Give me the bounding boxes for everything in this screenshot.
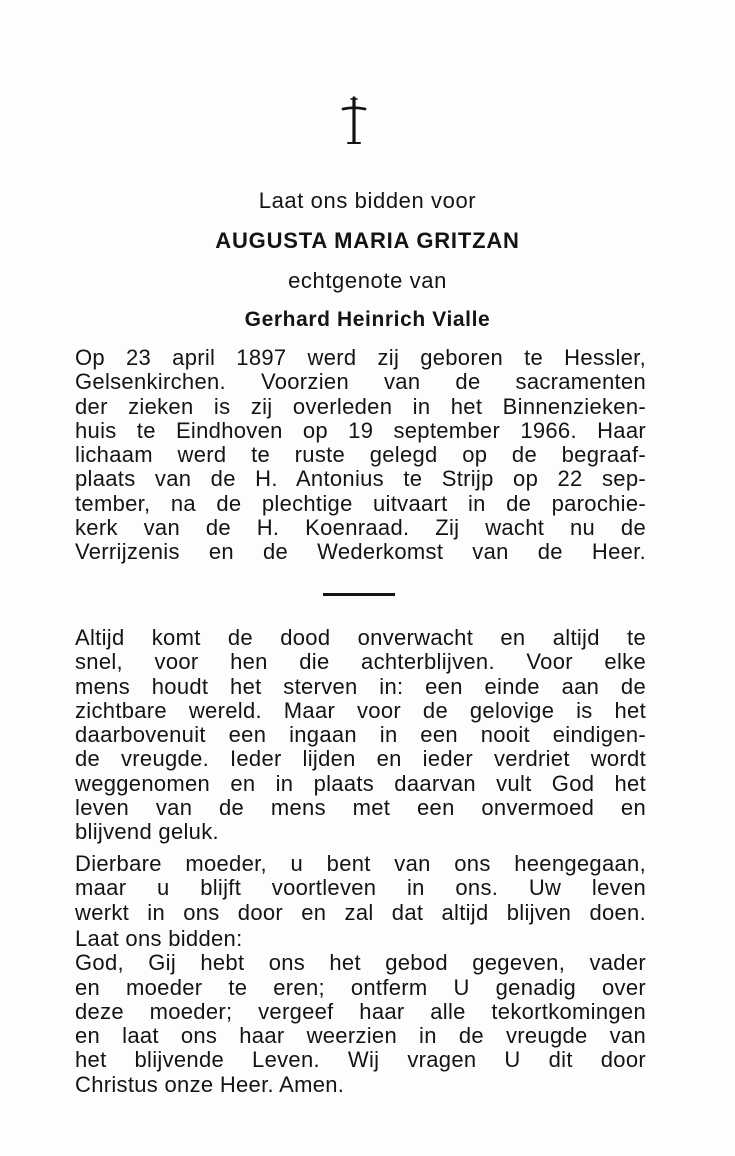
spouse-name: Gerhard Heinrich Vialle <box>244 308 491 331</box>
farewell-line: Dierbare moeder, u bent van ons heengegaan, <box>75 851 646 876</box>
relation-text: echtgenote van <box>288 268 447 293</box>
farewell-paragraph <box>75 852 646 925</box>
meditation-line: snel, voor hen die achterblijven. Voor elke <box>75 649 646 675</box>
meditation-line: blijvend geluk. <box>75 819 219 845</box>
prayer-paragraph <box>75 927 646 1097</box>
section-divider <box>323 593 395 596</box>
prayer-line: Christus onze Heer. Amen. <box>75 1071 345 1097</box>
biography-line: Verrijzenis en de Wederkomst van de Heer. <box>75 539 646 565</box>
biography-line: Op 23 april 1897 werd zij geboren te Hessler, <box>75 345 646 370</box>
biography-line: plaats van de H. Antonius te Strijp op 22 sep- <box>75 466 646 492</box>
biography-paragraph <box>75 346 646 565</box>
cross-icon <box>339 96 369 146</box>
meditation-line: weggenomen en in plaats daarvan vult God het <box>75 770 646 796</box>
meditation-line: daarbovenuit een ingaan in een nooit eindigen- <box>75 722 646 748</box>
biography-line: kerk van de H. Koenraad. Zij wacht nu de <box>75 515 646 541</box>
prayer-line: en laat ons haar weerzien in de vreugde van <box>75 1023 646 1049</box>
intro-text: Laat ons bidden voor <box>258 188 477 213</box>
biography-line: lichaam werd te ruste gelegd op de begraaf- <box>75 442 646 468</box>
meditation-paragraph <box>75 626 646 845</box>
prayer-line: deze moeder; vergeef haar alle tekortkomingen <box>75 998 646 1024</box>
meditation-line: zichtbare wereld. Maar voor de gelovige is het <box>75 697 646 723</box>
prayer-line: en moeder te eren; ontferm U genadig over <box>75 974 646 1000</box>
meditation-line: de vreugde. Ieder lijden en ieder verdriet wordt <box>75 746 646 772</box>
farewell-line: werkt in ons door en zal dat altijd blijven doen. <box>75 899 646 925</box>
deceased-name: AUGUSTA MARIA GRITZAN <box>215 228 520 253</box>
biography-line: Gelsenkirchen. Voorzien van de sacramenten <box>75 369 646 395</box>
meditation-line: Altijd komt de dood onverwacht en altijd te <box>75 625 646 650</box>
prayer-line: God, Gij hebt ons het gebod gegeven, vader <box>75 950 646 976</box>
biography-line: tember, na de plechtige uitvaart in de parochie- <box>75 490 646 516</box>
meditation-line: leven van de mens met een onvermoed en <box>75 795 646 821</box>
biography-line: huis te Eindhoven op 19 september 1966. Haar <box>75 417 646 443</box>
meditation-line: mens houdt het sterven in: een einde aan de <box>75 673 646 699</box>
biography-line: der zieken is zij overleden in het Binnenzieken- <box>75 393 646 419</box>
prayer-line: het blijvende Leven. Wij vragen U dit door <box>75 1047 646 1073</box>
prayer-heading: Laat ons bidden: <box>75 926 243 951</box>
farewell-line: maar u blijft voortleven in ons. Uw leven <box>75 875 646 901</box>
